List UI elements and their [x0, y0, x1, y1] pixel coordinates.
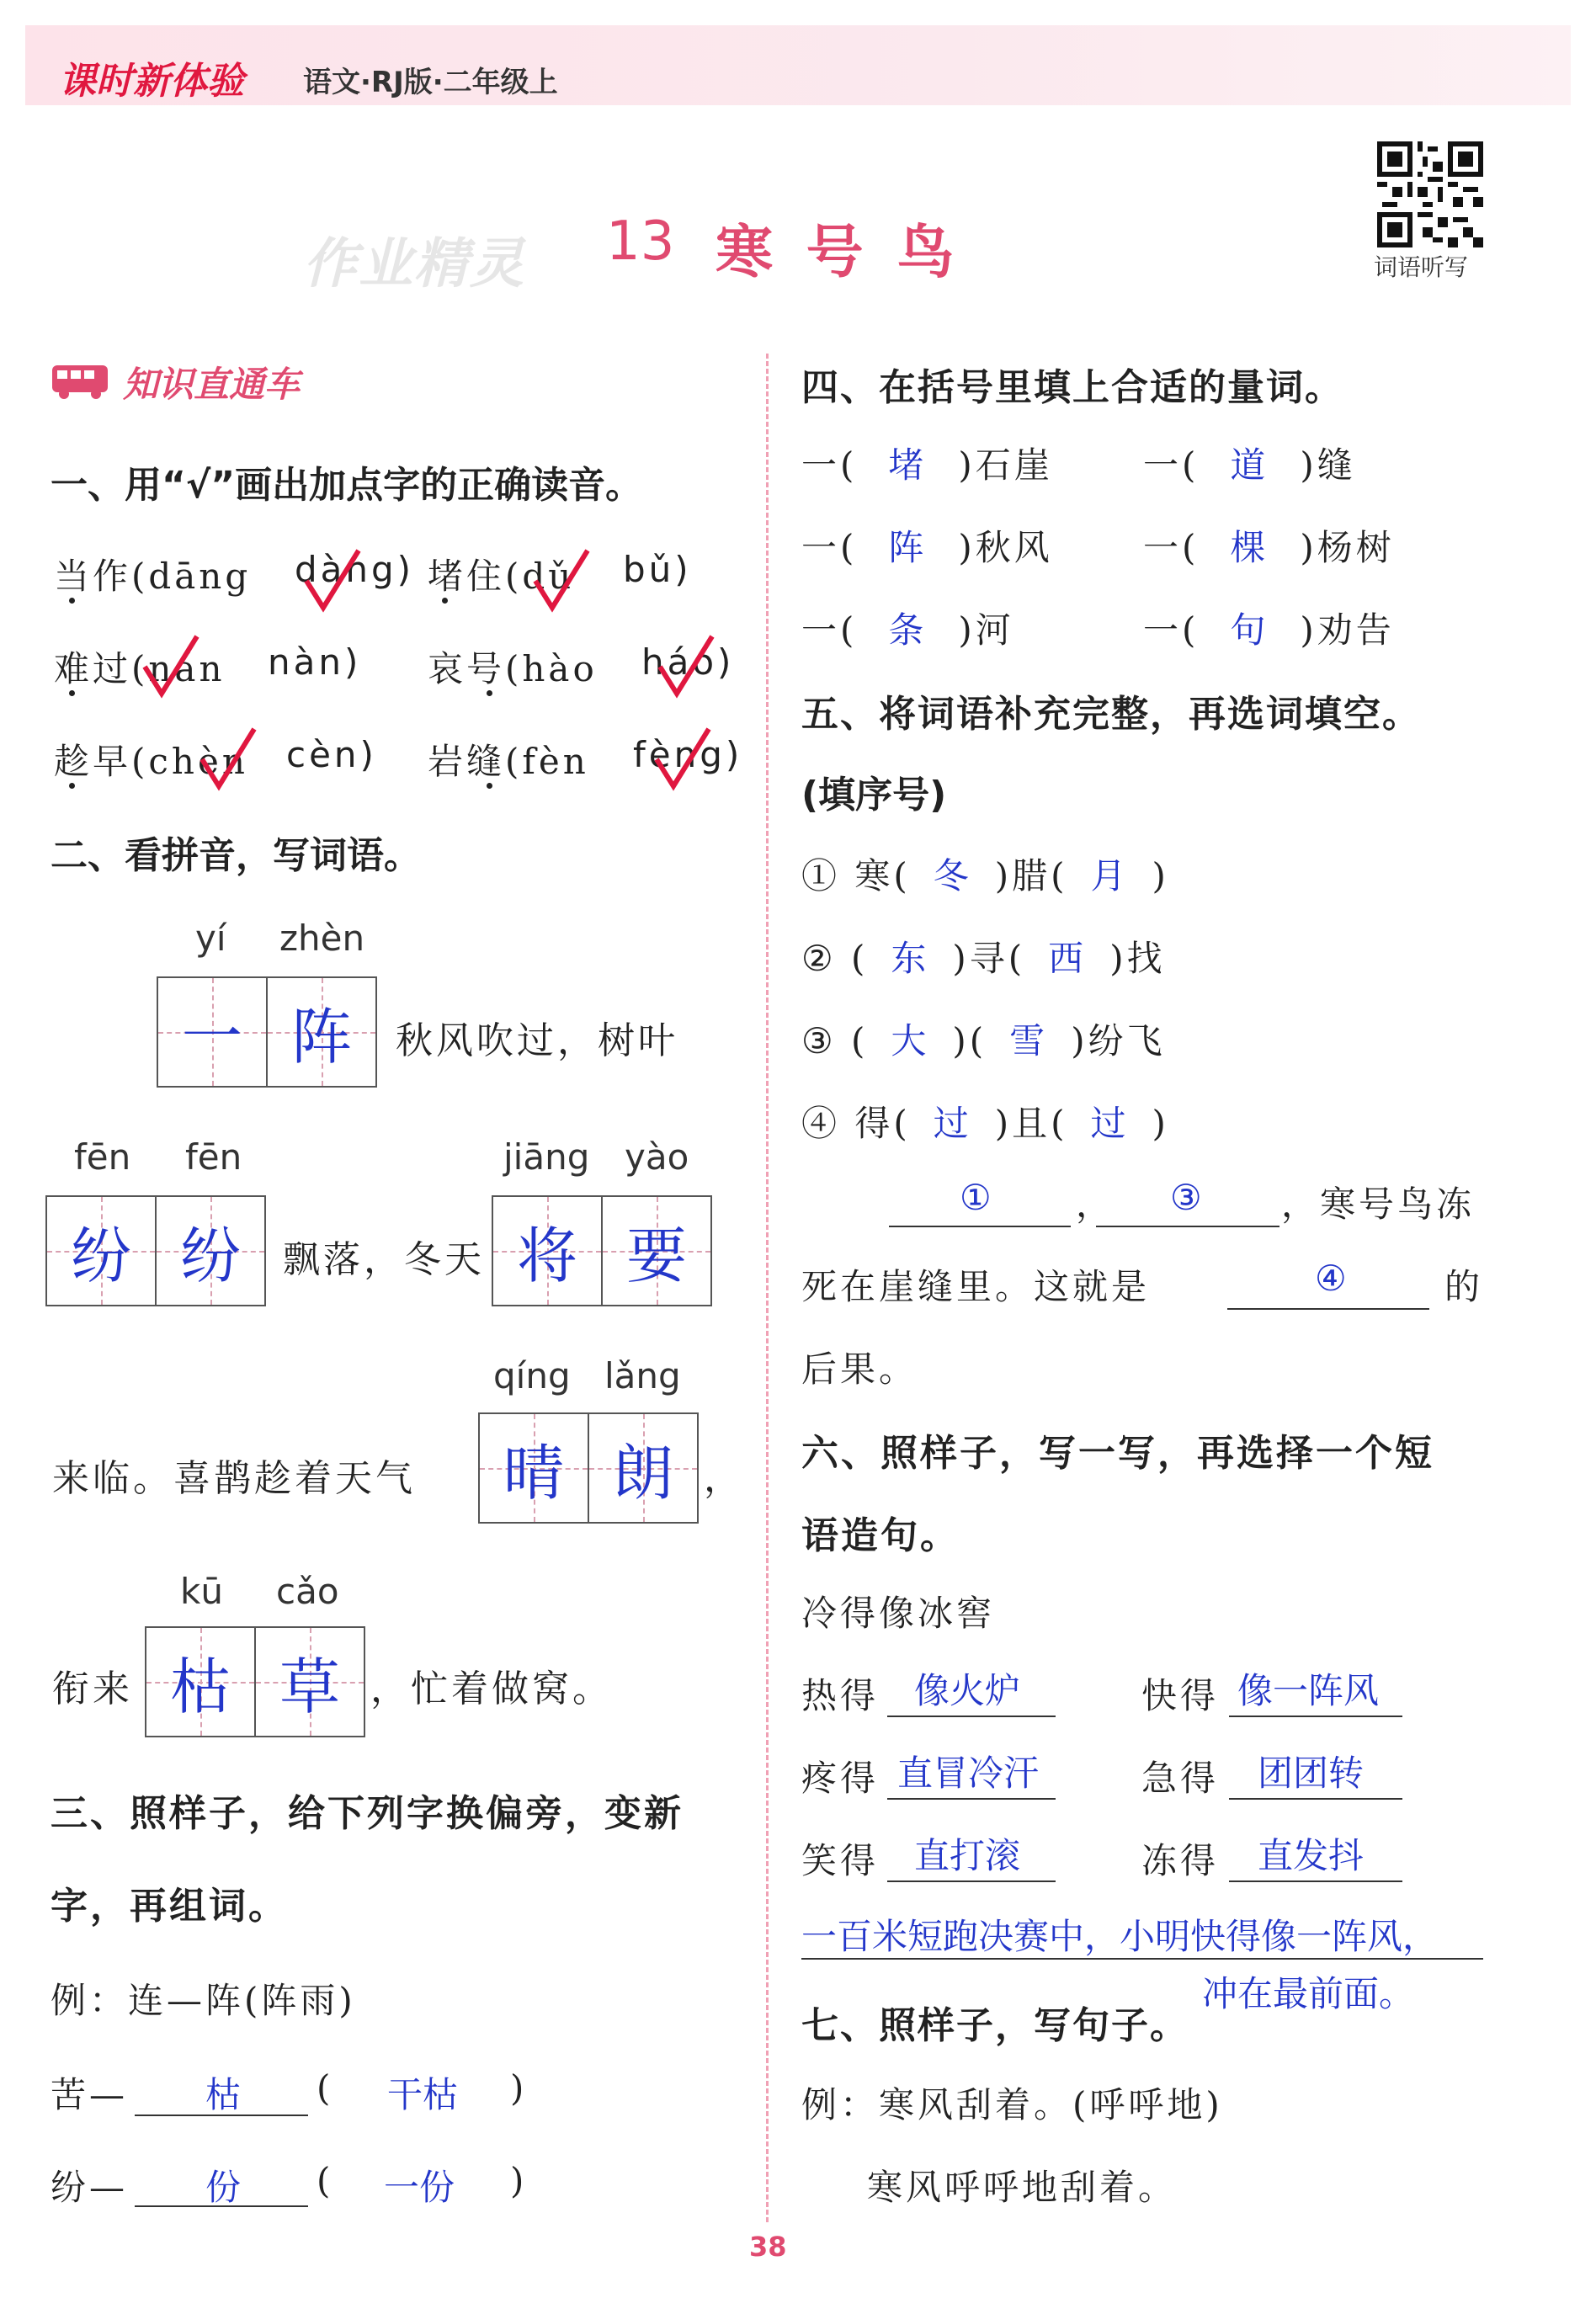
paren-open: ( — [317, 2160, 334, 2201]
q4-answer: 棵 — [1230, 527, 1269, 568]
answer-char: 阵 — [290, 1002, 352, 1072]
brand-logo: 课时新体验 — [59, 60, 244, 103]
q3-char: 纷— — [51, 2167, 129, 2208]
q2-text: ， — [704, 1457, 744, 1500]
q5-line-2: 死在崖缝里。这就是 — [801, 1266, 1151, 1307]
emphasis-dot — [487, 690, 492, 696]
answer-line — [887, 1716, 1056, 1717]
tianzige-box — [478, 1412, 699, 1524]
q7-prompt: 七、照样子，写句子。 — [801, 2004, 1189, 2047]
q6-pre: 笑得 — [801, 1840, 880, 1881]
q4-item: 一( 句 )劝告 — [1143, 603, 1395, 653]
q4-answer: 句 — [1230, 609, 1269, 651]
q1-row3-left-b: cèn) — [286, 734, 377, 775]
q6-answer: 像火炉 — [914, 1670, 1021, 1711]
q1-row3-left-a: 趁早(chèn — [54, 741, 248, 782]
q5-item: ④ 得( 过 )且( 过 ) — [801, 1103, 1169, 1144]
q2-text: 飘落，冬天 — [283, 1238, 485, 1281]
answer-char: 要 — [625, 1221, 687, 1291]
q2-text: ，忙着做窝。 — [370, 1668, 613, 1710]
pinyin: kū — [180, 1571, 223, 1612]
check-mark-icon — [141, 633, 200, 700]
title-watermark: 作业精灵 — [303, 233, 525, 295]
q6-prompt: 六、照样子，写一写，再选择一个短 — [801, 1432, 1434, 1475]
page-number: 38 — [749, 2231, 787, 2263]
q5-fill-2: ③ — [1170, 1177, 1202, 1218]
q4-answer: 道 — [1230, 444, 1269, 486]
pinyin: lǎng — [604, 1355, 681, 1396]
tianzige-box — [45, 1195, 266, 1306]
check-mark-icon — [303, 547, 362, 614]
q6-answer: 直冒冷汗 — [897, 1753, 1040, 1794]
pinyin: fēn — [185, 1136, 242, 1178]
q1-row1-right-a: 堵住(dǔ — [428, 556, 575, 597]
q1-row2-right-b: háo) — [641, 641, 735, 683]
q3-example: 例：连—阵(阵雨) — [51, 1980, 356, 2021]
answer-line — [801, 1958, 1483, 1960]
answer-line — [1229, 1716, 1402, 1717]
q5-line-3: 后果。 — [801, 1349, 918, 1390]
emphasis-dot — [487, 783, 492, 789]
q5-prompt: 五、将词语补充完整，再选词填空。 — [801, 693, 1421, 736]
bus-icon — [51, 362, 109, 401]
q3-char: 苦— — [51, 2074, 129, 2115]
answer-char: 晴 — [503, 1438, 564, 1508]
q6-answer: 直打滚 — [914, 1835, 1021, 1876]
qr-code-icon[interactable] — [1377, 141, 1483, 247]
check-mark-icon — [199, 726, 258, 793]
q6-sentence-2: 冲在最前面。 — [1202, 1973, 1415, 2014]
paren-close: ) — [510, 2160, 528, 2201]
paren-open: ( — [317, 2067, 334, 2109]
answer-line — [1227, 1308, 1429, 1310]
section-tag: 知识直通车 — [123, 364, 301, 405]
q5-tail-1: ，寒号鸟冻 — [1281, 1184, 1476, 1225]
q4-answer: 堵 — [888, 444, 928, 486]
q3-new-char: 份 — [205, 2167, 242, 2208]
q1-prompt: 一、用“√”画出加点字的正确读音。 — [51, 464, 643, 507]
pinyin: yí — [195, 918, 226, 959]
lesson-number: 13 — [606, 210, 675, 273]
q6-prompt-2: 语造句。 — [801, 1514, 960, 1557]
answer-line — [887, 1880, 1056, 1882]
pinyin: fēn — [74, 1136, 131, 1178]
answer-char: 将 — [516, 1221, 577, 1291]
q1-row2-left-b: nàn) — [268, 641, 362, 683]
q5-item: ③ ( 大 )( 雪 )纷飞 — [801, 1020, 1166, 1061]
q4-item: 一( 阵 )秋风 — [801, 520, 1053, 571]
qr-caption: 词语听写 — [1374, 253, 1469, 281]
q6-pre: 热得 — [801, 1675, 880, 1716]
q6-pre: 冻得 — [1141, 1840, 1220, 1881]
emphasis-dot — [69, 690, 75, 696]
answer-line — [1229, 1880, 1402, 1882]
q5-tail-2: 的 — [1444, 1266, 1484, 1307]
check-mark-icon — [653, 726, 712, 793]
q7-answer: 寒风呼呼地刮着。 — [867, 2167, 1178, 2208]
paren-close: ) — [510, 2067, 528, 2109]
emphasis-dot — [69, 598, 75, 604]
q7-example: 例：寒风刮着。(呼呼地) — [801, 2084, 1223, 2125]
column-divider — [766, 354, 769, 2222]
q4-item: 一( 堵 )石崖 — [801, 438, 1053, 488]
q1-row3-right-b: fèng) — [633, 734, 743, 775]
q2-prompt: 二、看拼音，写词语。 — [51, 834, 421, 877]
q4-answer: 条 — [888, 609, 928, 651]
q6-pre: 快得 — [1141, 1675, 1220, 1716]
answer-char: 朗 — [612, 1438, 673, 1508]
q2-text: 来临。喜鹊趁着天气 — [52, 1457, 416, 1500]
tianzige-box — [492, 1195, 712, 1306]
q5-sep: ， — [1076, 1184, 1115, 1225]
q4-item: 一( 条 )河 — [801, 603, 1014, 653]
q6-answer: 直发抖 — [1258, 1835, 1365, 1876]
q1-row3-right-a: 岩缝(fèn — [428, 741, 589, 782]
tianzige-box — [157, 976, 377, 1088]
pinyin: qíng — [493, 1355, 571, 1396]
q2-text: 衔来 — [52, 1668, 133, 1710]
q5-item: ② ( 东 )寻( 西 )找 — [801, 938, 1166, 979]
q4-prompt: 四、在括号里填上合适的量词。 — [801, 366, 1343, 409]
header-band — [25, 25, 1571, 105]
q5-item: ① 寒( 冬 )腊( 月 ) — [801, 855, 1169, 896]
answer-line — [889, 1226, 1071, 1227]
q6-answer: 团团转 — [1258, 1753, 1365, 1794]
pinyin: zhèn — [279, 918, 365, 959]
pinyin: cǎo — [276, 1571, 339, 1612]
q3-prompt: 三、照样子，给下列字换偏旁，变新 — [51, 1792, 684, 1835]
q3-word: 一份 — [384, 2167, 455, 2208]
q4-answer: 阵 — [888, 527, 928, 568]
answer-char: 纷 — [179, 1221, 241, 1291]
emphasis-dot — [69, 783, 75, 789]
answer-char: 纷 — [70, 1221, 131, 1291]
answer-char: 枯 — [169, 1652, 231, 1722]
q3-new-char: 枯 — [205, 2074, 242, 2115]
q1-row1-left-a: 当作(dāng — [54, 556, 252, 597]
q6-pre: 疼得 — [801, 1758, 880, 1799]
emphasis-dot — [442, 598, 448, 604]
check-mark-icon — [657, 633, 716, 700]
answer-line — [887, 1798, 1056, 1800]
tianzige-box — [145, 1626, 365, 1737]
pinyin: jiāng — [503, 1136, 590, 1178]
q6-example: 冷得像冰窖 — [801, 1593, 996, 1634]
q1-row1-right-b: bǔ) — [623, 549, 692, 590]
q1-row2-right-a: 哀号(hào — [428, 648, 598, 689]
q1-row1-left-b: dàng) — [295, 549, 415, 590]
answer-line — [1229, 1798, 1402, 1800]
q3-word: 干枯 — [387, 2074, 459, 2115]
q5-prompt-2: (填序号) — [801, 774, 947, 817]
lesson-title: 寒 号 鸟 — [716, 220, 961, 286]
pinyin: yào — [625, 1136, 689, 1178]
q5-fill-3: ④ — [1315, 1258, 1347, 1299]
q3-prompt-2: 字，再组词。 — [51, 1885, 288, 1928]
q5-fill-1: ① — [960, 1177, 992, 1218]
check-mark-icon — [532, 547, 591, 614]
q6-sentence: 一百米短跑决赛中，小明快得像一阵风， — [801, 1916, 1439, 1957]
q1-row2-left-a: 难过(nán — [54, 648, 226, 689]
answer-char: 草 — [279, 1652, 340, 1722]
q4-item: 一( 道 )缝 — [1143, 438, 1356, 488]
answer-line — [1096, 1226, 1279, 1227]
q4-item: 一( 棵 )杨树 — [1143, 520, 1395, 571]
answer-char: 一 — [181, 1002, 242, 1072]
q2-text: 秋风吹过，树叶 — [396, 1019, 678, 1062]
q6-pre: 急得 — [1141, 1758, 1220, 1799]
header-subtitle: 语文·RJ版·二年级上 — [303, 66, 558, 99]
q6-answer: 像一阵风 — [1237, 1670, 1380, 1711]
